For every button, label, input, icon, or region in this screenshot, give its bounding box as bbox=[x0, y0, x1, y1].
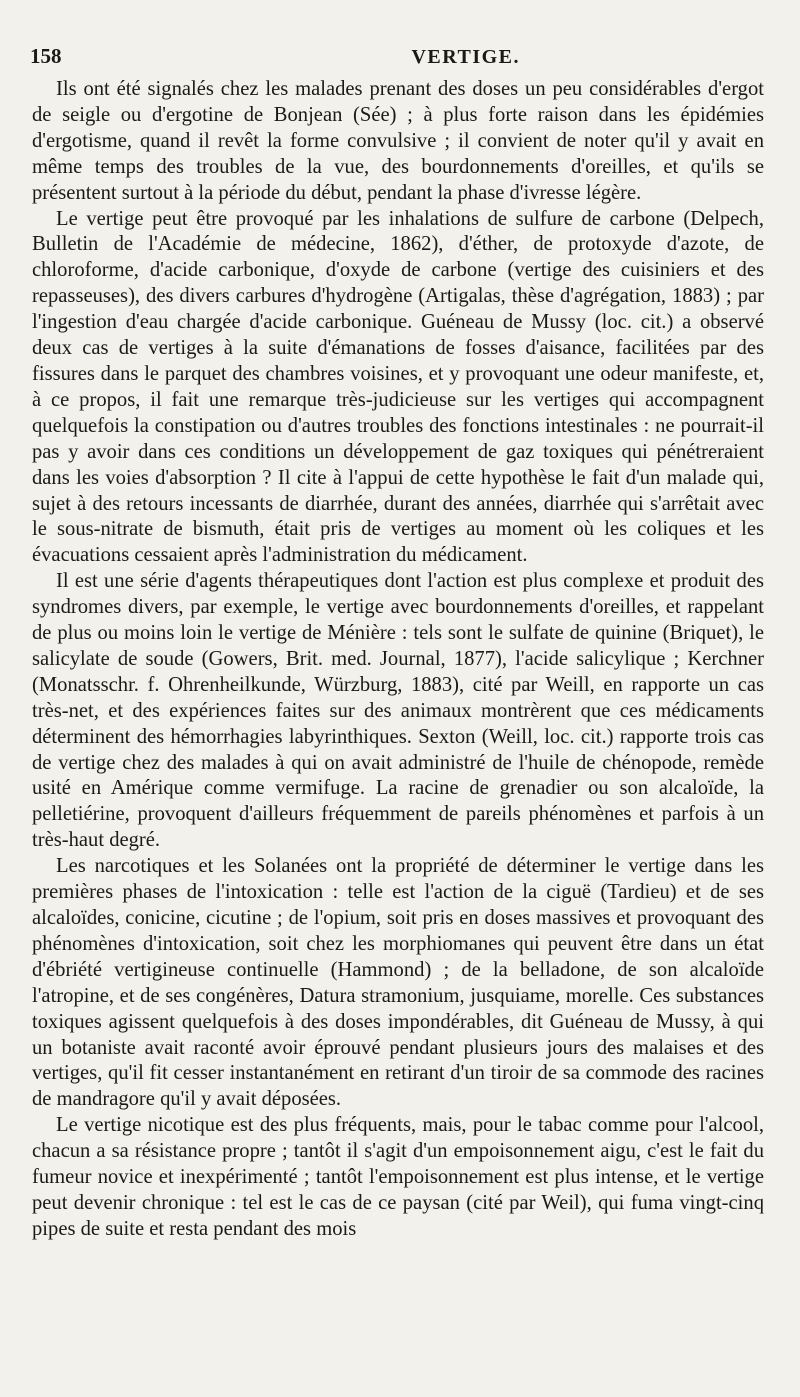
paragraph-inhalations: Le vertige peut être provoqué par les inhalations de sulfure de carbone (Delpech, Bulletin de l'Académie de médecine, 1862), d'éther, de protoxyde d'azote, de chloroforme, d'acide carbonique, d'oxyde de carbone (vertige des cuisiniers et des repasseuses), des divers carbures d'hydrogène (Artigalas, thèse d'agrégation, 1883) ; par l'ingestion d'eau chargée d'acide carbonique. Guéneau de Mussy (loc. cit.) a observé deux cas de vertiges à la suite d'émanations de fosses d'aisance, facilitées par des fissures dans le parquet des chambres voisines, et y provoquant une odeur manifeste, et, à ce propos, il fait une remarque très-judicieuse sur les vertiges qui accompagnent quelquefois la constipation ou d'autres troubles des fonctions intestinales : ne pourrait-il pas y avoir dans ces conditions un développement de gaz toxiques qui pénétreraient dans les voies d'absorption ? Il cite à l'appui de cette hypothèse le fait d'un malade qui, sujet à des retours incessants de diarrhée, durant des années, diarrhée qui s'arrêtait avec le sous-nitrate de bismuth, était pris de vertiges au moment où les coliques et les évacuations cessaient après l'administration du médicament. bbox=[32, 207, 764, 567]
running-head: VERTIGE. bbox=[411, 46, 520, 68]
page-header bbox=[30, 44, 760, 74]
paragraph-narcotics: Les narcotiques et les Solanées ont la propriété de déterminer le vertige dans les premières phases de l'intoxication : telle est l'action de la ciguë (Tardieu) et de ses alcaloïdes, conicine, cicutine ; de l'opium, soit pris en doses massives et provoquant des phénomènes d'intoxication, soit chez les morphiomanes qui peuvent être dans un état d'ébriété vertigineuse continuelle (Hammond) ; de la belladone, de son alcaloïde l'atropine, et de ses congénères, Datura stramonium, jusquiame, morelle. Ces substances toxiques agissent quelquefois à des doses impondérables, dit Guéneau de Mussy, à qui un botaniste avait raconté avoir éprouvé pendant plusieurs jours des malaises et des vertiges, qu'il fit cesser instantanément en retirant d'un tiroir de sa commode des racines de mandragore qu'il y avait déposées. bbox=[32, 855, 764, 1111]
page-number: 158 bbox=[30, 44, 62, 68]
paragraph-nicotine: Le vertige nicotique est des plus fréquents, mais, pour le tabac comme pour l'alcool, chacun a sa résistance propre ; tantôt il s'agit d'un empoisonnement aigu, c'est le fait du fumeur novice et inexpérimenté ; tantôt l'empoisonnement est plus intense, et le vertige peut devenir chronique : tel est le cas de ce paysan (cité par Weil), qui fuma vingt-cinq pipes de suite et resta pendant des mois bbox=[32, 1114, 764, 1240]
paragraph-ergot: Ils ont été signalés chez les malades prenant des doses un peu considérables d'ergot de seigle ou d'ergotine de Bonjean (Sée) ; à plus forte raison dans les épidémies d'ergotisme, quand il revêt la forme convulsive ; il convient de noter qu'il y avait en même temps des troubles de la vue, des bourdonnements d'oreilles, et qu'ils se présentent surtout à la période du début, pendant la phase d'ivresse légère. bbox=[32, 78, 764, 204]
body-text bbox=[32, 77, 764, 1243]
paragraph-therapeutic-agents: Il est une série d'agents thérapeutiques dont l'action est plus complexe et produit des syndromes divers, par exemple, le vertige avec bourdonnements d'oreilles, et rappelant de plus ou moins loin le vertige de Ménière : tels sont le sulfate de quinine (Briquet), le salicylate de soude (Gowers, Brit. med. Journal, 1877), l'acide salicylique ; Kerchner (Monatsschr. f. Ohrenheilkunde, Würzburg, 1883), cité par Weill, en rapporte un cas très-net, et des expériences faites sur des animaux montrèrent que ces médicaments déterminent des hémorrhagies labyrinthiques. Sexton (Weill, loc. cit.) rapporte trois cas de vertige chez des malades à qui on avait administré de l'huile de chénopode, remède usité en Amérique comme vermifuge. La racine de grenadier ou son alcaloïde, la pelletiérine, provoquent d'ailleurs fréquemment de pareils phénomènes et parfois à un très-haut degré. bbox=[32, 570, 764, 852]
